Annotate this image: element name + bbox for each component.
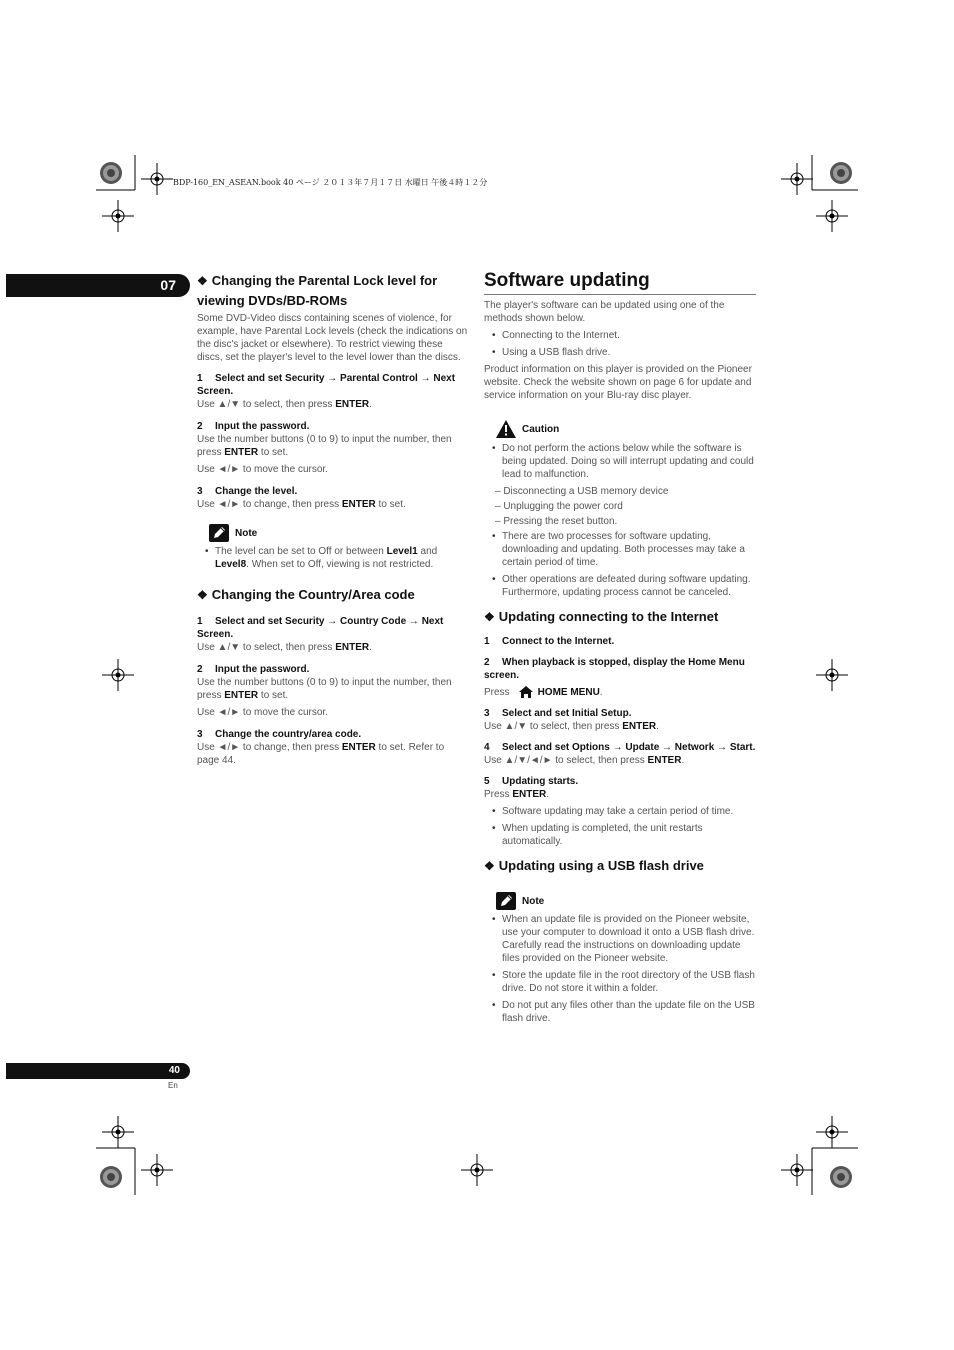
list-item: • Store the update file in the root directory of the USB flash drive. Do not store it within a folder. — [484, 969, 756, 995]
country-step-1: 1 Select and set Security → Country Code → Next Screen. — [197, 616, 444, 640]
internet-step-5: 5 Updating starts. — [484, 776, 579, 787]
list-item: • Other operations are defeated during software updating. Furthermore, updating process cannot be canceled. — [484, 573, 756, 599]
internet-step-4: 4 Select and set Options → Update → Network → Start. — [484, 742, 756, 753]
chapter-tab: 07 — [6, 274, 190, 297]
caution-label: Caution — [522, 423, 560, 435]
list-item: • Do not put any files other than the update file on the USB flash drive. — [484, 999, 756, 1025]
list-item: • When updating is completed, the unit restarts automatically. — [484, 822, 756, 848]
country-step-2-cursor: Use ◄/► to move the cursor. — [197, 707, 328, 718]
parental-step-3-text: Use ◄/► to change, then press ENTER to set. — [197, 499, 406, 510]
internet-update-heading: ❖ Updating connecting to the Internet — [484, 609, 719, 624]
country-step-2: 2 Input the password. — [197, 664, 310, 675]
parental-note-header — [209, 524, 469, 542]
internet-step-4-text: Use ▲/▼/◄/► to select, then press ENTER. — [484, 755, 685, 766]
usb-note-list — [484, 913, 756, 1025]
update-methods-list — [484, 329, 756, 359]
dash-item: – Pressing the reset button. — [495, 516, 618, 527]
country-step-2-text: Use the number buttons (0 to 9) to input the number, then press ENTER to set. — [197, 677, 452, 701]
country-step-3-text: Use ◄/► to change, then press ENTER to set. Refer to page 44. — [197, 742, 445, 766]
parental-intro: Some DVD-Video discs containing scenes of violence, for example, have Parental Lock levels (check the indications on the disc's jacket or elsewhere). To restrict viewing these discs, set the player's level to the level lower than the discs. — [197, 313, 468, 363]
caution-list-2 — [484, 530, 756, 599]
parental-step-1: 1 Select and set Security → Parental Control → Next Screen. — [197, 373, 456, 397]
note-label: Note — [522, 895, 545, 907]
usb-update-heading: ❖ Updating using a USB flash drive — [484, 858, 704, 873]
print-header: BDP-160_EN_ASEAN.book 40 ページ ２０１３年７月１７日 水曜日 午後４時１２分 — [173, 178, 488, 187]
software-intro: The player's software can be updated using one of the methods shown below. — [484, 300, 725, 324]
dash-item: – Unplugging the power cord — [495, 501, 623, 512]
note-label: Note — [235, 527, 258, 539]
parental-step-2-text: Use the number buttons (0 to 9) to input the number, then press ENTER to set. — [197, 434, 452, 458]
home-icon — [518, 685, 534, 699]
right-column — [484, 270, 756, 1029]
left-column — [197, 271, 469, 767]
internet-step-3: 3 Select and set Initial Setup. — [484, 708, 632, 719]
internet-step-2: 2 When playback is stopped, display the Home Menu screen. — [484, 657, 745, 681]
list-item: • Software updating may take a certain period of time. — [484, 805, 756, 818]
list-item: • There are two processes for software updating, downloading and updating. Both processes may take a certain period of time. — [484, 530, 756, 569]
diamond-icon: ❖ — [484, 610, 495, 624]
page-number: 40 — [6, 1063, 190, 1079]
list-item: • When an update file is provided on the Pioneer website, use your computer to download it onto a USB flash drive. Carefully read the instructions on downloading update files provided on the Pioneer website. — [484, 913, 756, 965]
list-item: • Using a USB flash drive. — [484, 346, 756, 359]
diamond-icon: ❖ — [484, 859, 495, 873]
diamond-icon: ❖ — [197, 274, 208, 288]
parental-step-2-cursor: Use ◄/► to move the cursor. — [197, 464, 328, 475]
internet-step-5-text: Press ENTER. — [484, 789, 550, 800]
country-step-3: 3 Change the country/area code. — [197, 729, 362, 740]
internet-bullets — [484, 805, 756, 848]
country-code-heading: ❖ Changing the Country/Area code — [197, 587, 415, 602]
parental-lock-heading: ❖ Changing the Parental Lock level for viewing DVDs/BD-ROMs — [197, 273, 438, 308]
dash-item: – Disconnecting a USB memory device — [495, 486, 669, 497]
parental-step-3: 3 Change the level. — [197, 486, 298, 497]
internet-step-2-text: Press HOME MENU . — [484, 686, 603, 698]
note-icon — [209, 524, 229, 542]
country-step-1-text: Use ▲/▼ to select, then press ENTER. — [197, 642, 372, 653]
usb-note-header — [496, 892, 756, 910]
caution-header — [496, 420, 756, 438]
caution-list — [484, 442, 756, 481]
language-label: En — [168, 1081, 178, 1090]
product-info: Product information on this player is provided on the Pioneer website. Check the website shown on page 6 for update and service information on your Blu-ray disc player. — [484, 364, 752, 401]
parental-step-2: 2 Input the password. — [197, 421, 310, 432]
note-icon — [496, 892, 516, 910]
internet-step-1: 1 Connect to the Internet. — [484, 636, 615, 647]
parental-step-1-text: Use ▲/▼ to select, then press ENTER. — [197, 399, 372, 410]
internet-step-3-text: Use ▲/▼ to select, then press ENTER. — [484, 721, 659, 732]
list-item: • Do not perform the actions below while the software is being updated. Doing so will interrupt updating and could lead to malfunction. — [484, 442, 756, 481]
list-item: • Connecting to the Internet. — [484, 329, 756, 342]
caution-icon — [496, 420, 516, 438]
parental-note-item: • The level can be set to Off or between Level1 and Level8. When set to Off, viewing is not restricted. — [197, 545, 469, 571]
diamond-icon: ❖ — [197, 588, 208, 602]
parental-note-list — [197, 545, 469, 571]
page-title: Software updating — [484, 270, 756, 295]
